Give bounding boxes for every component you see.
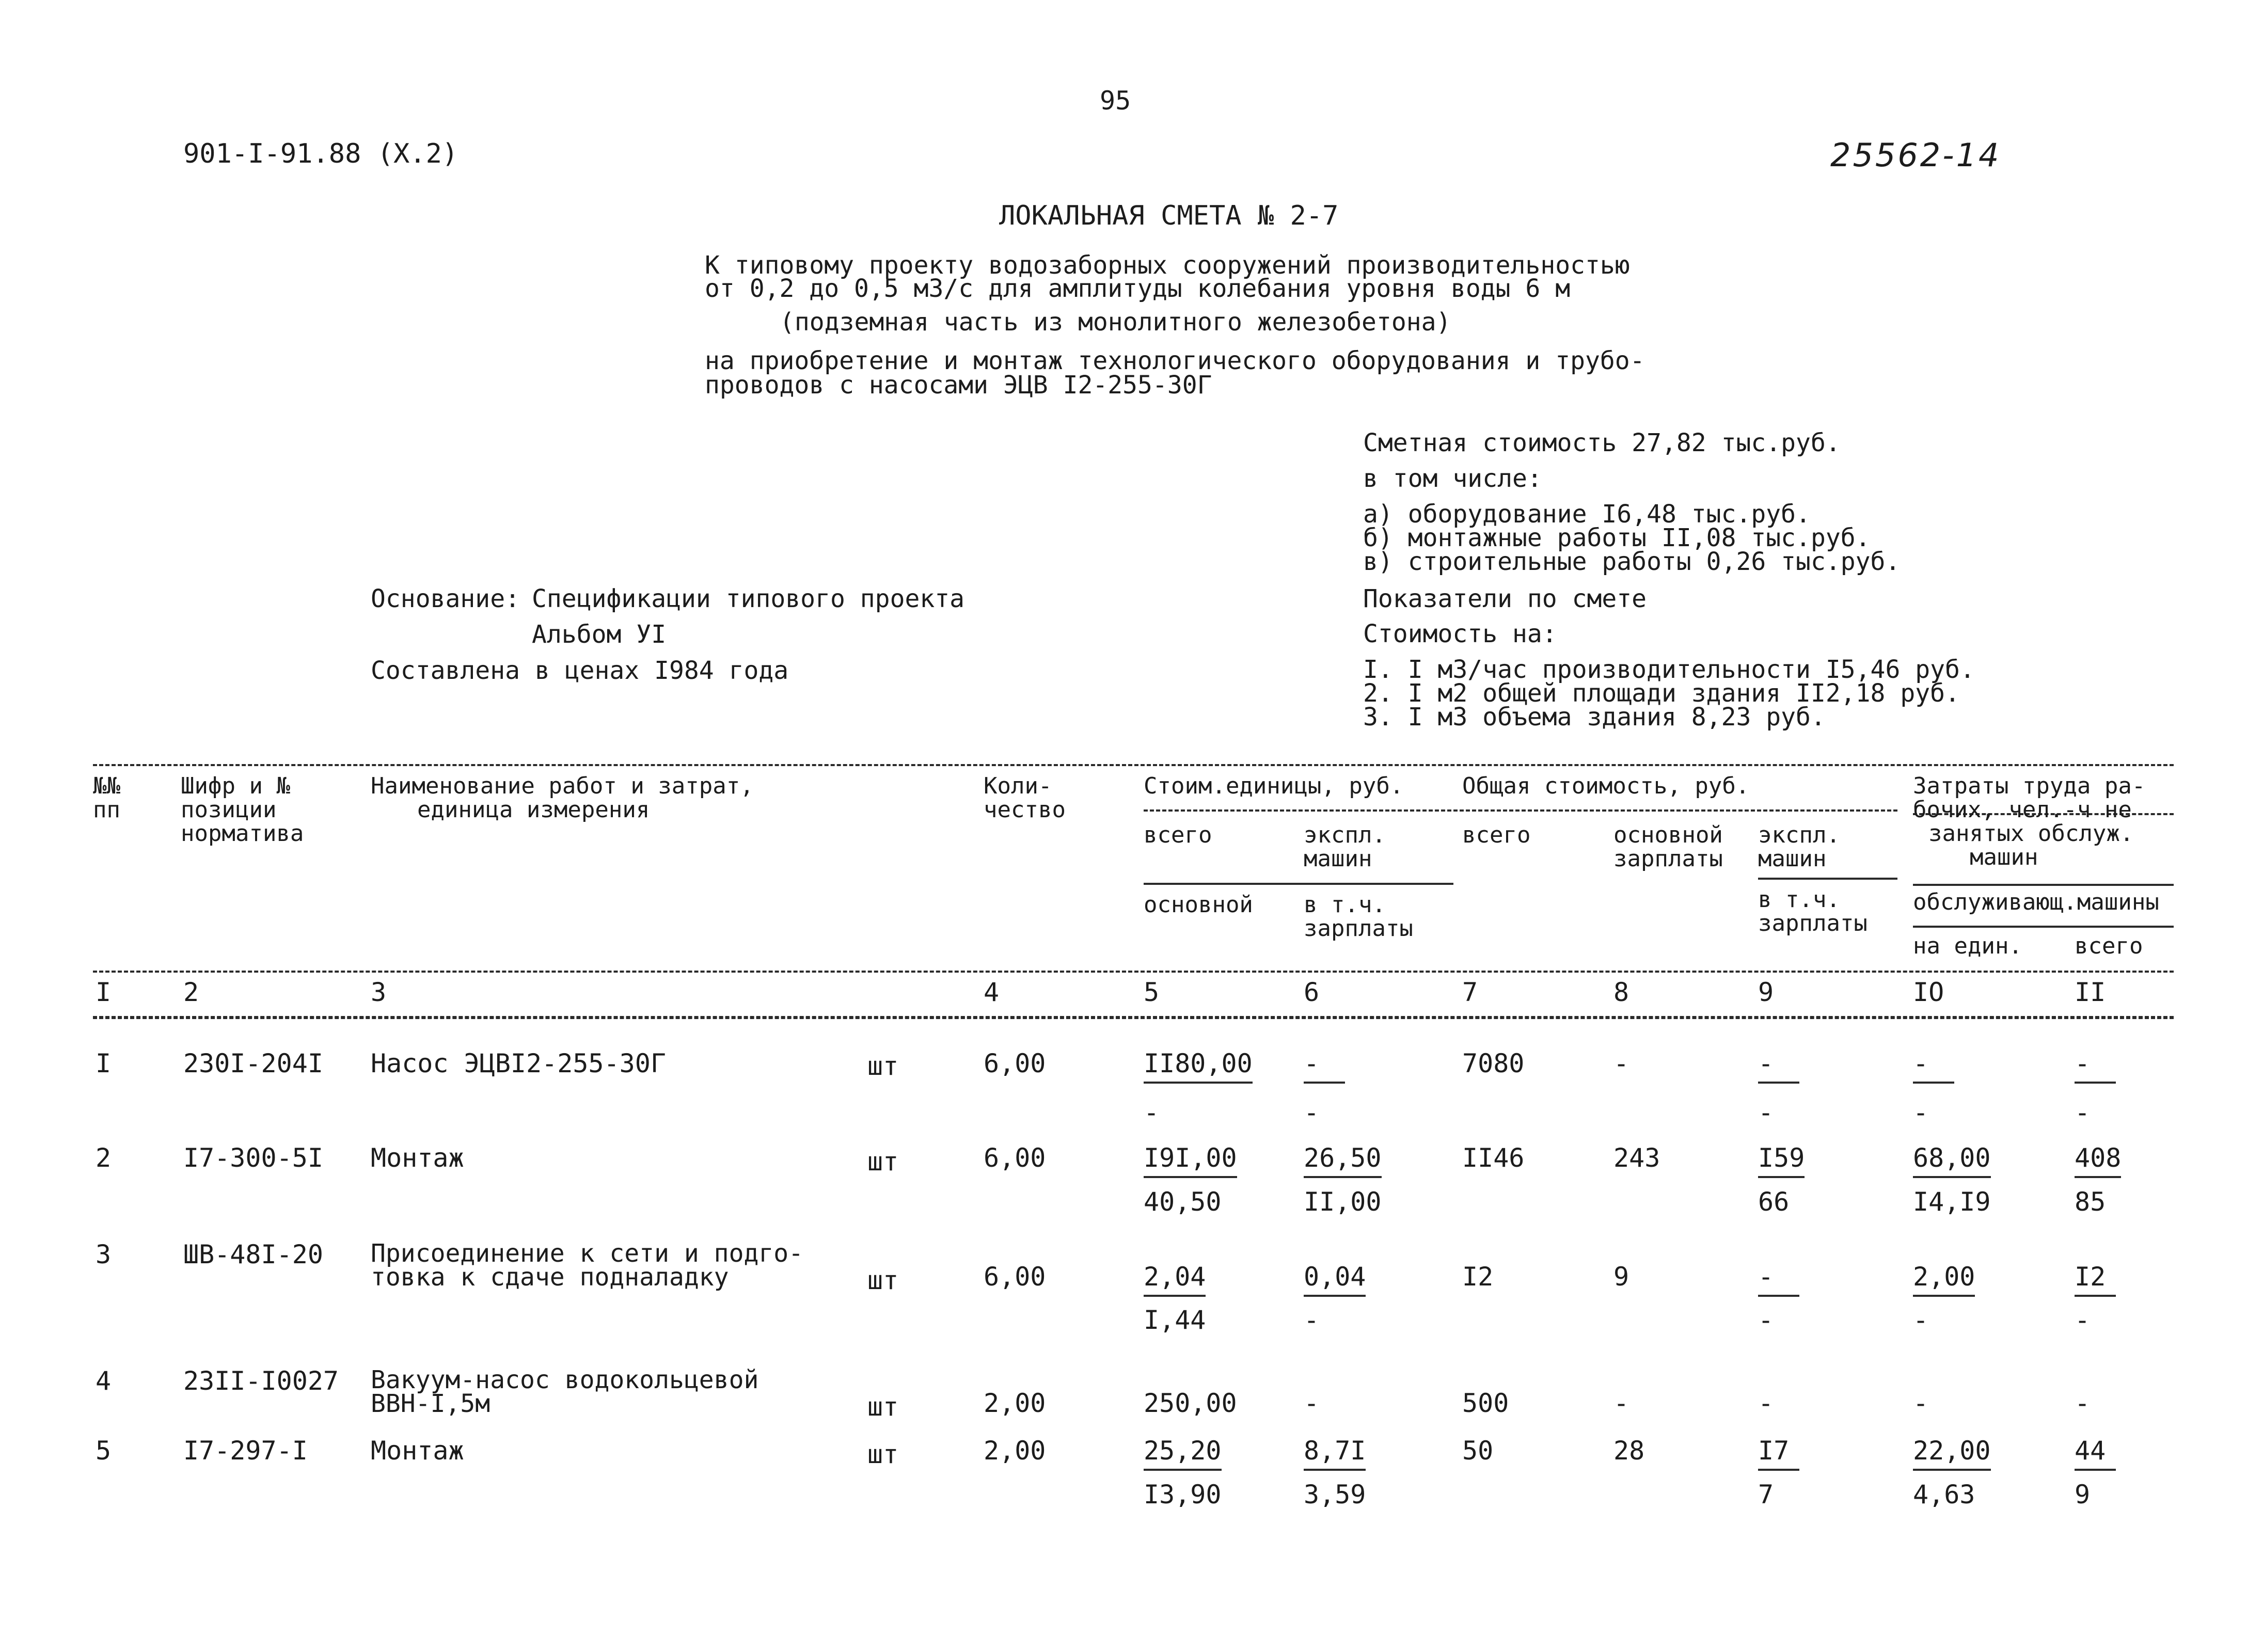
row-code: 23II-I0027 — [183, 1366, 339, 1396]
col-header-c7: всего — [1462, 822, 1531, 848]
row-c5-bottom: - — [1144, 1098, 1160, 1127]
row-code: I7-300-5I — [183, 1143, 323, 1173]
col-header-number: №№ пп — [93, 773, 120, 823]
row-c11-top: 408 — [2075, 1145, 2121, 1178]
row-c6-bottom: - — [1304, 1098, 1320, 1127]
including-label: в том числе: — [1363, 464, 1542, 493]
row-c7: II46 — [1462, 1143, 1525, 1173]
row-c6-bottom: II,00 — [1304, 1187, 1382, 1217]
row-c10-top: 68,00 — [1913, 1145, 1991, 1178]
row-name: Вакуум-насос водокольцевой ВВН-I,5м — [371, 1365, 759, 1418]
row-c6-bottom: 3,59 — [1304, 1480, 1366, 1510]
row-c9-top: - — [1758, 1264, 1799, 1297]
row-quantity: 6,00 — [984, 1049, 1046, 1078]
row-c9-bottom: 7 — [1758, 1480, 1774, 1510]
row-c5-top: 250,00 — [1144, 1388, 1237, 1418]
row-unit: шт — [867, 1265, 899, 1295]
row-c6-top: - — [1304, 1388, 1320, 1418]
row-c9-top: - — [1758, 1388, 1774, 1418]
row-code: 230I-204I — [183, 1049, 323, 1078]
col-number-7: 7 — [1462, 977, 1478, 1007]
col-header-quantity: Коли- чество — [984, 773, 1066, 823]
row-c6-bottom: - — [1304, 1305, 1320, 1335]
row-c9-top: I59 — [1758, 1145, 1805, 1178]
row-unit: шт — [867, 1439, 899, 1469]
row-unit: шт — [867, 1392, 899, 1422]
row-name: Монтаж — [371, 1436, 464, 1466]
row-c9-bottom: - — [1758, 1305, 1774, 1335]
row-c9-top: I7 — [1758, 1438, 1799, 1471]
row-c9-bottom: 66 — [1758, 1187, 1790, 1217]
col-header-c10: на един. — [1913, 933, 2022, 959]
row-c5-bottom: 40,50 — [1144, 1187, 1222, 1217]
row-c7: 50 — [1462, 1436, 1494, 1466]
row-code: ШВ-48I-20 — [183, 1240, 323, 1269]
subtitle-line-4: на приобретение и монтаж технологического оборудования и трубо- — [705, 346, 1645, 375]
row-number: 4 — [96, 1366, 112, 1396]
row-c10-top: - — [1913, 1051, 1954, 1084]
row-c11-top: 44 — [2075, 1438, 2116, 1471]
row-c11-top: - — [2075, 1051, 2116, 1084]
row-c5-top: I9I,00 — [1144, 1145, 1237, 1178]
row-quantity: 2,00 — [984, 1436, 1046, 1466]
row-number: 2 — [96, 1143, 112, 1173]
col-number-8: 8 — [1613, 977, 1629, 1007]
row-c7: 500 — [1462, 1388, 1509, 1418]
row-quantity: 2,00 — [984, 1388, 1046, 1418]
row-quantity: 6,00 — [984, 1143, 1046, 1173]
col-header-labor: Затраты труда ра- бочих, чел.-ч не занятых обслуж. машин — [1913, 773, 2146, 870]
c5c6-divider — [1144, 883, 1453, 885]
col-header-c9-bottom: в т.ч. зарплаты — [1758, 886, 1868, 936]
header-bottom-rule — [93, 971, 2174, 973]
row-c10-top: - — [1913, 1388, 1929, 1418]
basis-prices: Составлена в ценах I984 года — [371, 656, 789, 685]
row-c6-top: 26,50 — [1304, 1145, 1382, 1178]
col-number-10: IO — [1913, 977, 1944, 1007]
basis-label: Основание: — [371, 584, 520, 613]
row-c8: 28 — [1613, 1436, 1645, 1466]
col-header-c5-top: всего — [1144, 822, 1212, 848]
col-header-labor-sub: обслуживающ.машины — [1913, 889, 2159, 915]
subtitle-line-2: от 0,2 до 0,5 м3/с для амплитуды колебания уровня воды 6 м — [705, 274, 1571, 303]
row-code: I7-297-I — [183, 1436, 308, 1466]
row-c10-top: 22,00 — [1913, 1438, 1991, 1471]
col-header-c5-bottom: основной — [1144, 892, 1253, 918]
col-header-code: Шифр и № позиции норматива — [181, 773, 304, 847]
col-number-6: 6 — [1304, 977, 1320, 1007]
row-c11-bottom: - — [2075, 1098, 2091, 1127]
row-c8: - — [1613, 1049, 1629, 1078]
row-c5-top: II80,00 — [1144, 1051, 1253, 1084]
col-number-11: II — [2075, 977, 2106, 1007]
indicator-3: 3. I м3 объема здания 8,23 руб. — [1363, 703, 1826, 732]
archive-number: 25562-14 — [1830, 136, 2001, 174]
cost-item-installation: б) монтажные работы II,08 тыс.руб. — [1363, 523, 1871, 552]
row-name: Присоединение к сети и подго- товка к сдаче подналадку — [371, 1239, 804, 1292]
row-unit: шт — [867, 1051, 899, 1081]
col-header-total-cost: Общая стоимость, руб. — [1462, 773, 1750, 799]
indicators-title: Показатели по смете — [1363, 584, 1647, 613]
row-c11-top: I2 — [2075, 1264, 2116, 1297]
estimated-cost: Сметная стоимость 27,82 тыс.руб. — [1363, 428, 1841, 457]
labor-sub-divider-2 — [1913, 926, 2174, 928]
row-c5-bottom: I,44 — [1144, 1305, 1206, 1335]
row-quantity: 6,00 — [984, 1262, 1046, 1292]
col-number-2: 2 — [183, 977, 199, 1007]
col-header-c8: основной зарплаты — [1613, 822, 1723, 872]
row-c11-bottom: 85 — [2075, 1187, 2106, 1217]
row-c8: 9 — [1613, 1262, 1629, 1292]
col-header-unit-cost: Стоим.единицы, руб. — [1144, 773, 1404, 799]
page-number: 95 — [1100, 86, 1131, 116]
row-number: I — [96, 1049, 112, 1078]
subtitle-line-5: проводов с насосами ЭЦВ I2-255-30Г — [705, 371, 1212, 400]
row-c10-top: 2,00 — [1913, 1264, 1975, 1297]
col-header-c6-bottom: в т.ч. зарплаты — [1304, 892, 1413, 942]
row-c6-top: 0,04 — [1304, 1264, 1366, 1297]
col-header-name: Наименование работ и затрат, единица измерения — [371, 773, 754, 823]
row-number: 5 — [96, 1436, 112, 1466]
indicator-1: I. I м3/час производительности I5,46 руб. — [1363, 655, 1975, 684]
row-c5-bottom: I3,90 — [1144, 1480, 1222, 1510]
row-c7: 7080 — [1462, 1049, 1525, 1078]
row-c10-bottom: I4,I9 — [1913, 1187, 1991, 1217]
col-number-5: 5 — [1144, 977, 1160, 1007]
row-c7: I2 — [1462, 1262, 1494, 1292]
row-c11-bottom: 9 — [2075, 1480, 2091, 1510]
col-header-c6-top: экспл. машин — [1304, 822, 1386, 872]
cost-for-label: Стоимость на: — [1363, 620, 1557, 648]
row-c8: - — [1613, 1388, 1629, 1418]
row-unit: шт — [867, 1147, 899, 1177]
col-header-c9-top: экспл. машин — [1758, 822, 1840, 872]
col-number-1: I — [96, 977, 112, 1007]
labor-sub-divider — [1913, 884, 2174, 886]
row-c5-top: 2,04 — [1144, 1264, 1206, 1297]
document-code: 901-I-91.88 (X.2) — [183, 138, 458, 169]
basis-album: Альбом УI — [532, 620, 667, 649]
row-name: Монтаж — [371, 1143, 464, 1173]
unit-cost-underline — [1144, 809, 1897, 812]
row-name: Насос ЭЦВI2-255-30Г — [371, 1049, 666, 1078]
row-c10-bottom: - — [1913, 1098, 1929, 1127]
row-c8: 243 — [1613, 1143, 1660, 1173]
col-number-3: 3 — [371, 977, 387, 1007]
row-c10-bottom: - — [1913, 1305, 1929, 1335]
indicator-2: 2. I м2 общей площади здания II2,18 руб. — [1363, 679, 1960, 708]
row-c5-top: 25,20 — [1144, 1438, 1222, 1471]
table-top-rule — [93, 764, 2174, 766]
row-c6-top: 8,7I — [1304, 1438, 1366, 1471]
col-number-9: 9 — [1758, 977, 1774, 1007]
cost-item-equipment: а) оборудование I6,48 тыс.руб. — [1363, 500, 1811, 529]
row-c10-bottom: 4,63 — [1913, 1480, 1975, 1510]
row-c11-bottom: - — [2075, 1305, 2091, 1335]
row-c11-top: - — [2075, 1388, 2091, 1418]
estimate-title: ЛОКАЛЬНАЯ СМЕТА № 2-7 — [999, 200, 1339, 231]
cost-item-construction: в) строительные работы 0,26 тыс.руб. — [1363, 547, 1901, 576]
basis-text: Спецификации типового проекта — [532, 584, 965, 613]
subtitle-line-1: К типовому проекту водозаборных сооружений производительностью — [705, 251, 1630, 280]
c9-divider — [1758, 878, 1897, 880]
subtitle-line-3: (подземная часть из монолитного железобетона) — [780, 308, 1451, 337]
column-numbers-bottom-rule — [93, 1016, 2174, 1018]
row-number: 3 — [96, 1240, 112, 1269]
row-c9-bottom: - — [1758, 1098, 1774, 1127]
col-number-4: 4 — [984, 977, 1000, 1007]
col-header-c11: всего — [2075, 933, 2143, 959]
row-c6-top: - — [1304, 1051, 1345, 1084]
row-c9-top: - — [1758, 1051, 1799, 1084]
